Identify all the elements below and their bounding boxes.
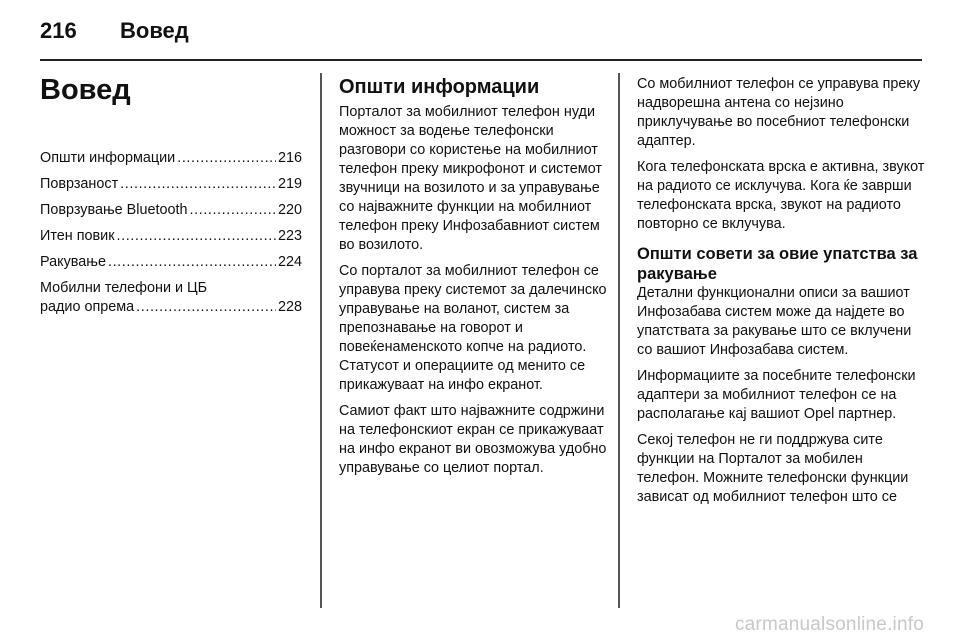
middle-column (339, 75, 607, 485)
watermark: carmanualsonline.info (734, 614, 924, 635)
toc-entry-label: Поврзување Bluetooth (40, 202, 188, 218)
toc-entry-mobile-phones[interactable] (40, 279, 302, 317)
toc-entry-general[interactable] (40, 149, 302, 168)
subsection-heading: Општи совети за овие упатства за ракување (637, 245, 918, 283)
header-divider (40, 59, 922, 61)
toc-entry-label: Ракување (40, 254, 106, 270)
toc-leader (120, 175, 276, 194)
toc-leader (108, 253, 276, 272)
column-divider-right (618, 73, 620, 608)
right-column (637, 75, 925, 514)
sidebar-column (40, 73, 302, 324)
toc-entry-page: 216 (277, 150, 302, 166)
toc-entry-page: 219 (277, 176, 302, 192)
paragraph: Детални функционални описи за вашиот Инфозабава систем може да најдете во упатствата за ракување што се вклучени со вашиот Инфозабава систем. (637, 285, 912, 358)
toc-entry-label: Општи информации (40, 150, 176, 166)
paragraph: Информациите за посебните телефонски адаптери за мобилниот телефон се на располагање кај вашиот Opel партнер. (637, 368, 916, 422)
toc-leader (177, 149, 276, 168)
toc-entry-page: 220 (277, 202, 302, 218)
toc-entry-connection[interactable] (40, 175, 302, 194)
page-number: 216 (40, 18, 77, 43)
section-title: Вовед (120, 18, 189, 43)
toc-entry-page: 224 (277, 254, 302, 270)
toc-leader (136, 298, 276, 317)
paragraph: Со порталот за мобилниот телефон се управува преку системот за далечинско управување на воланот, систем за препознавање на говорот и повеќенаменското копче на радиото. Статусот и операциите од менито се прикажуваат на инфо екранот. (339, 263, 607, 393)
toc-entry-page: 228 (277, 299, 302, 315)
toc-entry-bluetooth[interactable] (40, 201, 302, 220)
table-of-contents (40, 149, 302, 317)
column-divider-left (320, 73, 322, 608)
toc-leader (189, 201, 276, 220)
paragraph: Секој телефон не ги поддржува сите функции на Порталот за мобилен телефон. Можните телефонски функции зависат од мобилниот телефон што се (637, 432, 909, 505)
paragraph: Самиот факт што најважните содржини на телефонскиот екран се прикажуваат на инфо екранот ви овозможува удобно управување со целиот портал. (339, 403, 607, 476)
toc-entry-label-line2: радио опрема (40, 299, 135, 315)
toc-entry-emergency-call[interactable] (40, 227, 302, 246)
paragraph: Кога телефонската врска е активна, звукот на радиото се исклучува. Кога ќе заврши телефонската врска, звукот на радиото повторно се вклучува. (637, 159, 925, 232)
paragraph: Порталот за мобилниот телефон нуди можност за водење телефонски разговори со користење на мобилниот телефон преку микрофонот и системот звучници на возилото и за управување со најважните функции на мобилниот телефон преку Инфозабавниот систем во возилото. (339, 104, 602, 253)
toc-entry-label: Итен повик (40, 228, 115, 244)
section-heading: Општи информации (339, 76, 540, 98)
page-header (40, 18, 189, 44)
toc-entry-label-line1: Мобилни телефони и ЦБ (40, 280, 208, 296)
toc-entry-label: Поврзаност (40, 176, 119, 192)
toc-entry-operation[interactable] (40, 253, 302, 272)
toc-leader (117, 227, 276, 246)
toc-entry-page: 223 (277, 228, 302, 244)
paragraph: Со мобилниот телефон се управува преку надворешна антена со нејзино приклучување во посебниот телефонски адаптер. (637, 76, 921, 149)
chapter-title: Вовед (40, 74, 131, 106)
